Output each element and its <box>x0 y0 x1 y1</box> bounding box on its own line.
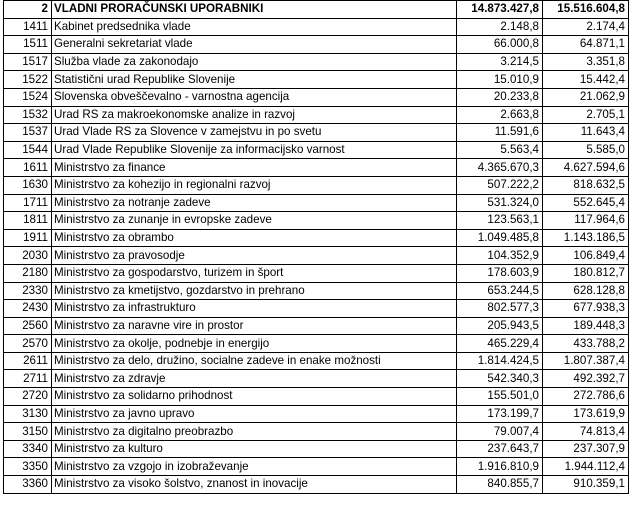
row-name: Ministrstvo za gospodarstvo, turizem in šport <box>52 264 457 282</box>
row-name: Ministrstvo za kulturo <box>52 440 457 458</box>
row-value-2: 189.448,3 <box>543 317 629 335</box>
row-value-1: 542.340,3 <box>457 370 543 388</box>
row-value-1: 531.324,0 <box>457 194 543 212</box>
row-value-1: 1.916.810,9 <box>457 458 543 476</box>
row-value-1: 173.199,7 <box>457 405 543 423</box>
row-name: Ministrstvo za zdravje <box>52 370 457 388</box>
table-row <box>4 18 629 36</box>
row-name: Služba vlade za zakonodajo <box>52 53 457 71</box>
table-row <box>4 317 629 335</box>
row-value-2: 15.442,4 <box>543 71 629 89</box>
row-name: Urad Vlade RS za Slovence v zamejstvu in po svetu <box>52 124 457 142</box>
table-row <box>4 124 629 142</box>
row-code: 3150 <box>4 423 52 441</box>
header-value-2: 15.516.604,8 <box>543 1 629 19</box>
row-name: Ministrstvo za infrastrukturo <box>52 300 457 318</box>
row-value-1: 20.233,8 <box>457 88 543 106</box>
table-row <box>4 423 629 441</box>
row-name: Ministrstvo za okolje, podnebje in energijo <box>52 335 457 353</box>
table-row <box>4 264 629 282</box>
row-value-2: 1.143.186,5 <box>543 229 629 247</box>
row-code: 2430 <box>4 300 52 318</box>
row-value-1: 11.591,6 <box>457 124 543 142</box>
row-code: 1544 <box>4 141 52 159</box>
table-row <box>4 476 629 494</box>
table-row <box>4 458 629 476</box>
row-code: 3340 <box>4 440 52 458</box>
row-value-2: 628.128,8 <box>543 282 629 300</box>
table-row <box>4 282 629 300</box>
row-code: 2611 <box>4 352 52 370</box>
row-value-2: 1.807.387,4 <box>543 352 629 370</box>
row-value-2: 5.585,0 <box>543 141 629 159</box>
row-value-2: 74.813,4 <box>543 423 629 441</box>
table-row <box>4 440 629 458</box>
table-row <box>4 247 629 265</box>
row-value-1: 178.603,9 <box>457 264 543 282</box>
row-value-2: 910.359,1 <box>543 476 629 494</box>
row-code: 1511 <box>4 36 52 54</box>
row-code: 1611 <box>4 159 52 177</box>
row-code: 2720 <box>4 388 52 406</box>
row-code: 1522 <box>4 71 52 89</box>
table-row <box>4 194 629 212</box>
row-code: 1711 <box>4 194 52 212</box>
row-value-2: 677.938,3 <box>543 300 629 318</box>
row-value-1: 66.000,8 <box>457 36 543 54</box>
row-value-1: 802.577,3 <box>457 300 543 318</box>
row-value-1: 653.244,5 <box>457 282 543 300</box>
row-name: Statistični urad Republike Slovenije <box>52 71 457 89</box>
row-code: 1911 <box>4 229 52 247</box>
row-code: 2330 <box>4 282 52 300</box>
table-row <box>4 229 629 247</box>
row-code: 3350 <box>4 458 52 476</box>
header-code: 2 <box>4 1 52 19</box>
row-name: Ministrstvo za delo, družino, socialne zadeve in enake možnosti <box>52 352 457 370</box>
row-value-1: 123.563,1 <box>457 212 543 230</box>
row-value-2: 180.812,7 <box>543 264 629 282</box>
budget-table <box>3 0 629 494</box>
row-value-1: 104.352,9 <box>457 247 543 265</box>
row-value-2: 818.632,5 <box>543 176 629 194</box>
row-name: Urad RS za makroekonomske analize in razvoj <box>52 106 457 124</box>
row-value-1: 1.814.424,5 <box>457 352 543 370</box>
table-row <box>4 53 629 71</box>
row-value-1: 3.214,5 <box>457 53 543 71</box>
header-name: VLADNI PRORAČUNSKI UPORABNIKI <box>52 1 457 19</box>
row-value-2: 2.174,4 <box>543 18 629 36</box>
row-value-1: 840.855,7 <box>457 476 543 494</box>
row-value-2: 117.964,6 <box>543 212 629 230</box>
row-name: Ministrstvo za zunanje in evropske zadeve <box>52 212 457 230</box>
table-row <box>4 141 629 159</box>
row-name: Ministrstvo za naravne vire in prostor <box>52 317 457 335</box>
row-value-2: 4.627.594,6 <box>543 159 629 177</box>
row-name: Ministrstvo za solidarno prihodnost <box>52 388 457 406</box>
row-value-1: 79.007,4 <box>457 423 543 441</box>
row-value-2: 492.392,7 <box>543 370 629 388</box>
row-code: 2570 <box>4 335 52 353</box>
row-name: Ministrstvo za kmetijstvo, gozdarstvo in prehrano <box>52 282 457 300</box>
table-row <box>4 352 629 370</box>
row-name: Ministrstvo za notranje zadeve <box>52 194 457 212</box>
table-row <box>4 370 629 388</box>
row-value-2: 237.307,9 <box>543 440 629 458</box>
table-row <box>4 88 629 106</box>
row-name: Urad Vlade Republike Slovenije za informacijsko varnost <box>52 141 457 159</box>
header-value-1: 14.873.427,8 <box>457 1 543 19</box>
row-name: Ministrstvo za javno upravo <box>52 405 457 423</box>
row-code: 1811 <box>4 212 52 230</box>
row-value-1: 4.365.670,3 <box>457 159 543 177</box>
row-value-1: 2.148,8 <box>457 18 543 36</box>
row-code: 1532 <box>4 106 52 124</box>
row-value-2: 433.788,2 <box>543 335 629 353</box>
row-name: Generalni sekretariat vlade <box>52 36 457 54</box>
row-value-1: 465.229,4 <box>457 335 543 353</box>
row-value-1: 237.643,7 <box>457 440 543 458</box>
table-row <box>4 335 629 353</box>
row-value-2: 2.705,1 <box>543 106 629 124</box>
row-code: 2711 <box>4 370 52 388</box>
row-name: Ministrstvo za vzgojo in izobraževanje <box>52 458 457 476</box>
row-name: Ministrstvo za pravosodje <box>52 247 457 265</box>
row-name: Ministrstvo za finance <box>52 159 457 177</box>
table-row <box>4 405 629 423</box>
row-value-1: 2.663,8 <box>457 106 543 124</box>
row-value-2: 1.944.112,4 <box>543 458 629 476</box>
row-value-2: 21.062,9 <box>543 88 629 106</box>
row-name: Slovenska obveščevalno - varnostna agencija <box>52 88 457 106</box>
table-row <box>4 71 629 89</box>
row-code: 2560 <box>4 317 52 335</box>
row-value-1: 205.943,5 <box>457 317 543 335</box>
row-code: 3360 <box>4 476 52 494</box>
row-value-2: 173.619,9 <box>543 405 629 423</box>
row-code: 3130 <box>4 405 52 423</box>
row-name: Ministrstvo za obrambo <box>52 229 457 247</box>
row-value-2: 11.643,4 <box>543 124 629 142</box>
row-name: Ministrstvo za digitalno preobrazbo <box>52 423 457 441</box>
table-row <box>4 176 629 194</box>
table-row <box>4 36 629 54</box>
row-value-2: 3.351,8 <box>543 53 629 71</box>
row-value-2: 106.849,4 <box>543 247 629 265</box>
row-code: 2030 <box>4 247 52 265</box>
table-row <box>4 159 629 177</box>
table-row <box>4 388 629 406</box>
row-code: 1630 <box>4 176 52 194</box>
row-value-1: 507.222,2 <box>457 176 543 194</box>
row-value-1: 5.563,4 <box>457 141 543 159</box>
row-value-2: 64.871,1 <box>543 36 629 54</box>
row-name: Ministrstvo za kohezijo in regionalni razvoj <box>52 176 457 194</box>
row-code: 1537 <box>4 124 52 142</box>
header-row <box>4 1 629 19</box>
row-code: 1517 <box>4 53 52 71</box>
row-value-2: 552.645,4 <box>543 194 629 212</box>
row-code: 1411 <box>4 18 52 36</box>
row-value-1: 15.010,9 <box>457 71 543 89</box>
row-code: 2180 <box>4 264 52 282</box>
row-name: Ministrstvo za visoko šolstvo, znanost in inovacije <box>52 476 457 494</box>
table-row <box>4 212 629 230</box>
table-row <box>4 300 629 318</box>
row-code: 1524 <box>4 88 52 106</box>
table-row <box>4 106 629 124</box>
row-value-1: 1.049.485,8 <box>457 229 543 247</box>
row-value-1: 155.501,0 <box>457 388 543 406</box>
row-value-2: 272.786,6 <box>543 388 629 406</box>
row-name: Kabinet predsednika vlade <box>52 18 457 36</box>
